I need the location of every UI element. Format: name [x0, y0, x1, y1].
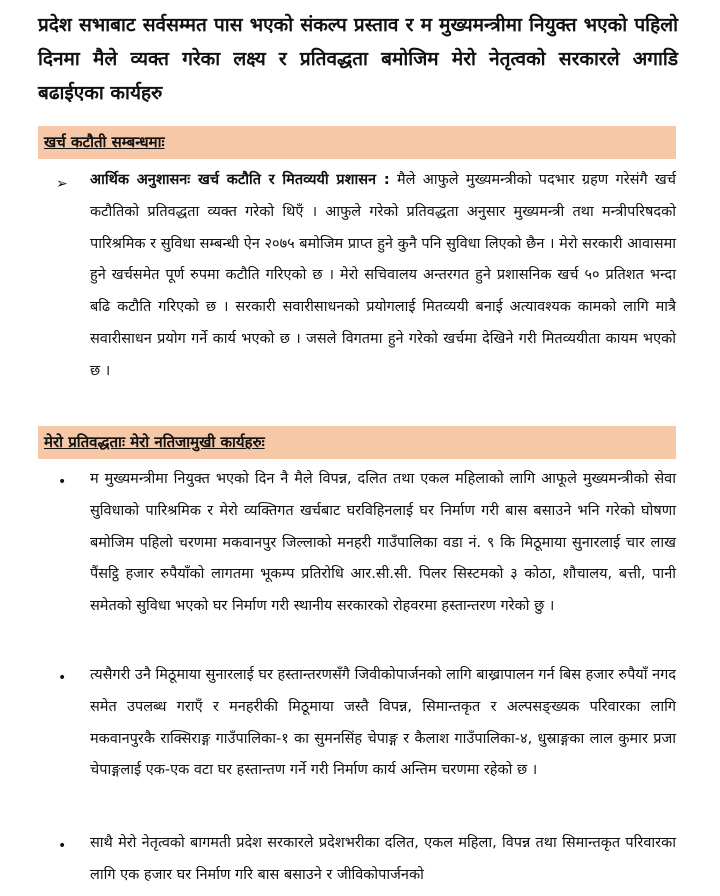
section-heading-band-commitment: [38, 426, 676, 459]
list-item: त्यसैगरी उनै मिठूमाया सुनारलाई घर हस्तान्तरणसँगै जिवीकोपार्जनको लागि बाख्रापालन गर्न बिस हजार रुपैयाँ नगद समेत उपलब्ध गराएँ र मनहरीकी मिठूमाया जस्तै विपन्न, सिमान्तकृत र अल्पसङ्ख्यक परिवारका लागि मकवानपुरकै राक्सिराङ्ग गाउँपालिका-१ का सुमनसिंह चेपाङ्ग र कैलाश गाउँपालिका-४, धुस्राङ्गका लाल कुमार प्रजा चेपाङ्गलाई एक-एक वटा घर हस्तान्तण गर्ने गरी निर्माण कार्य अन्तिम चरणमा रहेको छ ।: [90, 667, 676, 779]
bullet-icon: •: [58, 474, 67, 490]
arrow-bullet-icon: ➢: [56, 176, 68, 192]
fiscal-discipline-text: मैले आफुले मुख्यमन्त्रीको पदभार ग्रहण गरेसंगै खर्च कटौतिको प्रतिवद्धता व्यक्त गरेको थिएँ । आफुले गरेको प्रतिवद्धता अनुसार मुख्यमन्त्री तथा मन्त्रीपरिषदको पारिश्रमिक र सुविधा सम्बन्धी ऐन २०७५ बमोजिम प्राप्त हुने कुनै पनि सुविधा लिएको छैन । मेरो सरकारी आवासमा हुने खर्चसमेत पूर्ण रुपमा कटौति गरिएको छ । मेरो सचिवालय अन्तरगत हुने प्रशासनिक खर्च ५० प्रतिशत भन्दा बढि कटौति गरिएको छ । सरकारी सवारीसाधनको प्रयोगलाई मितव्ययी बनाई अत्यावश्यक कामको लागि मात्रै सवारीसाधन प्रयोग गर्ने कार्य भएको छ । जसले विगतमा हुने गरेको खर्चमा देखिने गरी मितव्ययीता कायम भएको छ ।: [90, 172, 677, 379]
section-heading-commitment: मेरो प्रतिवद्धताः मेरो नतिजामुखी कार्यहरुः: [44, 433, 265, 451]
fiscal-discipline-heading: आर्थिक अनुशासनः खर्च कटौति र मितव्ययी प्रशासन :: [90, 172, 390, 188]
document-title: प्रदेश सभाबाट सर्वसम्मत पास भएको संकल्प प्रस्ताव र म मुख्यमन्त्रीमा नियुक्त भएको पहिलो दिनमा मैले व्यक्त गरेका लक्ष्य र प्रतिवद्धता बमोजिम मेरो नेतृत्वको सरकारले अगाडि बढाईएका कार्यहरु: [38, 14, 678, 104]
fiscal-discipline-paragraph: [90, 165, 676, 388]
bullet-icon: •: [58, 670, 67, 686]
section-heading-expense-cut: खर्च कटौती सम्बन्धमाः: [44, 133, 165, 151]
section-heading-band-expense: [38, 126, 676, 159]
list-item: साथै मेरो नेतृत्वको बागमती प्रदेश सरकारले प्रदेशभरीका दलित, एकल महिला, विपन्न तथा सिमान्तकृत परिवारका लागि एक हजार घर निर्माण गरि बास बसाउने र जीविकोपार्जनको: [90, 835, 676, 883]
bullet-icon: •: [58, 838, 67, 854]
list-item: म मुख्यमन्त्रीमा नियुक्त भएको दिन नै मैले विपन्न, दलित तथा एकल महिलाको लागि आफूले मुख्यमन्त्रीको सेवा सुविधाको पारिश्रमिक र मेरो व्यक्तिगत खर्चबाट घरविहिनलाई घर निर्माण गरी बास बसाउने भनि गरेको घोषणा बमोजिम पहिलो चरणमा मकवानपुर जिल्लाको मनहरी गाउँपालिका वडा नं. ९ कि मिठूमाया सुनारलाई चार लाख पैंसट्ठि हजार रुपैयाँको लागतमा भूकम्प प्रतिरोधि आर.सी.सी. पिलर सिस्टमको ३ कोठा, शौचालय, बत्ती, पानी समेतको सुविधा भएको घर निर्माण गरी स्थानीय सरकारको रोहवरमा हस्तान्तरण गरेको छु ।: [90, 471, 676, 615]
